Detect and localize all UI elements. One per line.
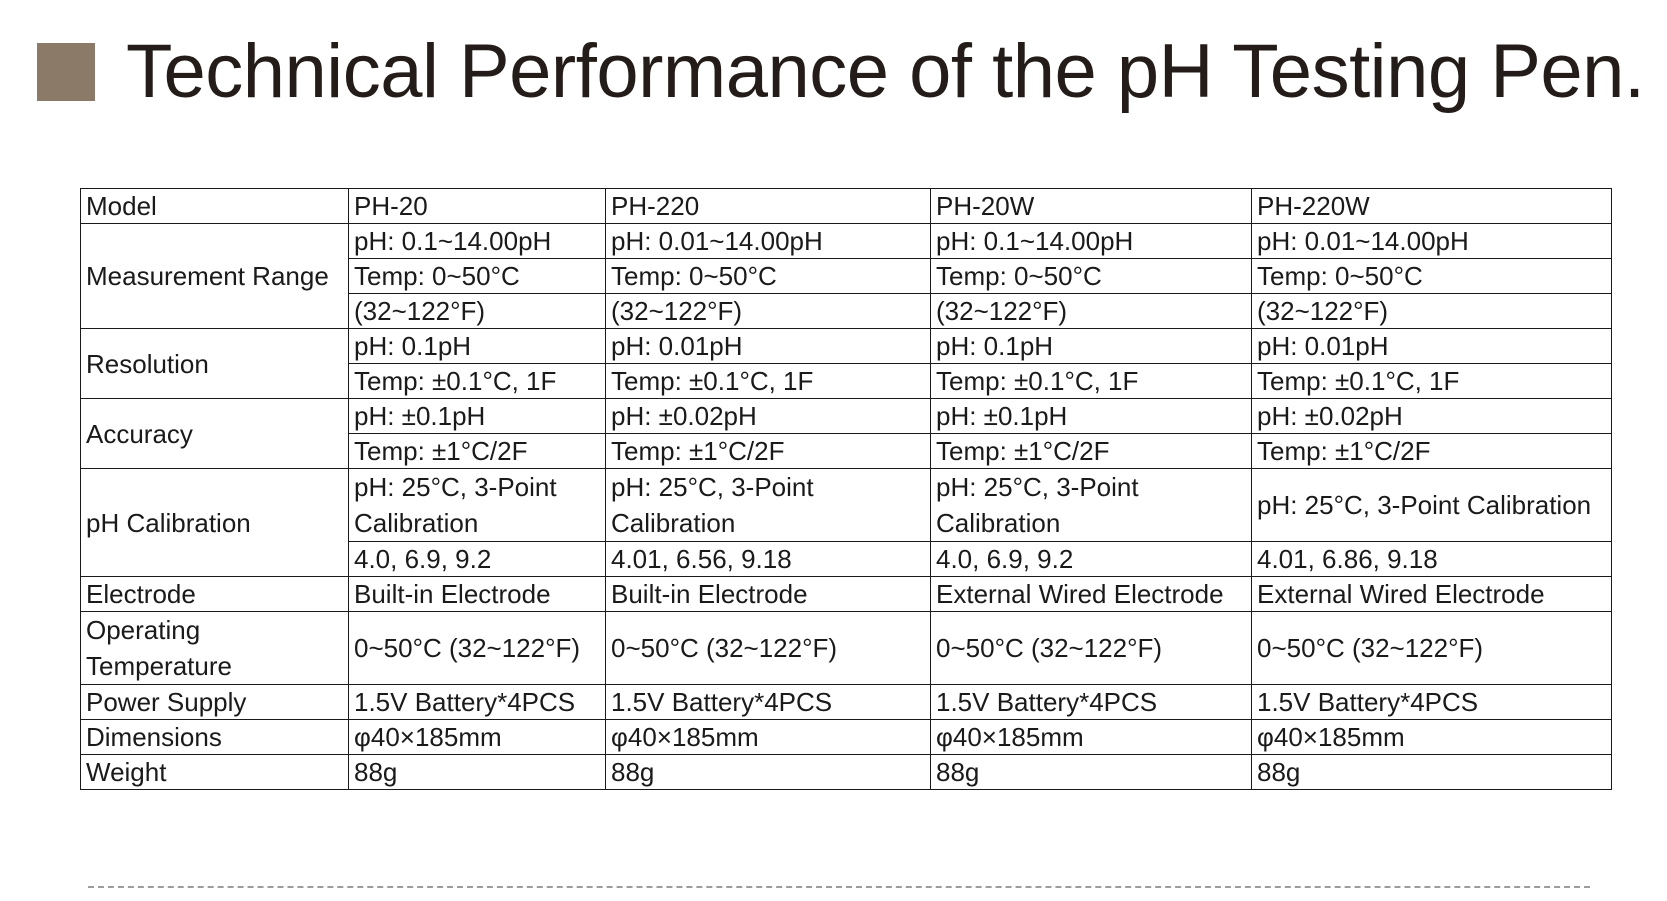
- table-cell: Temp: ±0.1°C, 1F: [349, 364, 606, 399]
- table-cell: pH: ±0.02pH: [1252, 399, 1612, 434]
- row-label-accuracy: Accuracy: [81, 399, 349, 469]
- row-label-power-supply: Power Supply: [81, 685, 349, 720]
- table-cell: 0~50°C (32~122°F): [1252, 612, 1612, 685]
- table-cell: Temp: ±1°C/2F: [349, 434, 606, 469]
- table-cell: pH: 25°C, 3-Point Calibration: [349, 469, 606, 542]
- table-row-accuracy-ph: [81, 399, 1612, 434]
- row-label-ph-calibration: pH Calibration: [81, 469, 349, 577]
- title-marker-square: [37, 43, 95, 101]
- table-cell: pH: 0.1pH: [349, 329, 606, 364]
- table-cell: pH: 0.01~14.00pH: [1252, 224, 1612, 259]
- table-cell: External Wired Electrode: [931, 577, 1252, 612]
- table-cell: 1.5V Battery*4PCS: [931, 685, 1252, 720]
- table-cell: Temp: 0~50°C: [1252, 259, 1612, 294]
- table-cell: φ40×185mm: [931, 720, 1252, 755]
- table-cell: Temp: ±1°C/2F: [931, 434, 1252, 469]
- table-cell: 1.5V Battery*4PCS: [349, 685, 606, 720]
- model-name: PH-20: [349, 189, 606, 224]
- row-label-operating-temperature: Operating Temperature: [81, 612, 349, 685]
- table-cell: 88g: [1252, 755, 1612, 790]
- table-cell: 1.5V Battery*4PCS: [606, 685, 931, 720]
- table-cell: pH: ±0.1pH: [349, 399, 606, 434]
- table-row-weight: [81, 755, 1612, 790]
- table-row-measurement-range-ph: [81, 224, 1612, 259]
- table-cell: pH: 25°C, 3-Point Calibration: [931, 469, 1252, 542]
- row-label-measurement-range: Measurement Range: [81, 224, 349, 329]
- table-cell: Temp: ±1°C/2F: [1252, 434, 1612, 469]
- table-cell: pH: 0.1~14.00pH: [931, 224, 1252, 259]
- table-cell: 0~50°C (32~122°F): [606, 612, 931, 685]
- table-cell: Temp: 0~50°C: [606, 259, 931, 294]
- table-cell: pH: 25°C, 3-Point Calibration: [606, 469, 931, 542]
- table-cell: Built-in Electrode: [349, 577, 606, 612]
- row-label-weight: Weight: [81, 755, 349, 790]
- table-cell: Temp: 0~50°C: [931, 259, 1252, 294]
- page-title: Technical Performance of the pH Testing Pen.: [126, 29, 1645, 114]
- table-cell: φ40×185mm: [349, 720, 606, 755]
- table-cell: 4.01, 6.86, 9.18: [1252, 542, 1612, 577]
- table-cell: 88g: [606, 755, 931, 790]
- table-cell: (32~122°F): [1252, 294, 1612, 329]
- table-cell: 0~50°C (32~122°F): [931, 612, 1252, 685]
- table-cell: 88g: [349, 755, 606, 790]
- table-cell: pH: 0.01pH: [1252, 329, 1612, 364]
- table-cell: Temp: 0~50°C: [349, 259, 606, 294]
- table-row-resolution-ph: [81, 329, 1612, 364]
- row-label-electrode: Electrode: [81, 577, 349, 612]
- table-cell: pH: 0.1~14.00pH: [349, 224, 606, 259]
- table-cell: pH: 25°C, 3-Point Calibration: [1252, 469, 1612, 542]
- table-row-model: [81, 189, 1612, 224]
- table-cell: External Wired Electrode: [1252, 577, 1612, 612]
- table-cell: 4.01, 6.56, 9.18: [606, 542, 931, 577]
- row-label-dimensions: Dimensions: [81, 720, 349, 755]
- table-cell: (32~122°F): [606, 294, 931, 329]
- table-cell: 4.0, 6.9, 9.2: [931, 542, 1252, 577]
- table-cell: Temp: ±0.1°C, 1F: [931, 364, 1252, 399]
- table-cell: pH: ±0.02pH: [606, 399, 931, 434]
- row-label-resolution: Resolution: [81, 329, 349, 399]
- model-name: PH-220W: [1252, 189, 1612, 224]
- table-cell: (32~122°F): [349, 294, 606, 329]
- table-cell: Built-in Electrode: [606, 577, 931, 612]
- table-cell: pH: 0.1pH: [931, 329, 1252, 364]
- table-row-electrode: [81, 577, 1612, 612]
- table-row-operating-temperature: [81, 612, 1612, 685]
- table-cell: 4.0, 6.9, 9.2: [349, 542, 606, 577]
- table-cell: 1.5V Battery*4PCS: [1252, 685, 1612, 720]
- spec-table: [80, 188, 1612, 790]
- table-cell: φ40×185mm: [606, 720, 931, 755]
- table-cell: pH: 0.01~14.00pH: [606, 224, 931, 259]
- footer-dashed-divider: [88, 886, 1590, 888]
- table-cell: 88g: [931, 755, 1252, 790]
- table-cell: pH: 0.01pH: [606, 329, 931, 364]
- table-cell: Temp: ±0.1°C, 1F: [1252, 364, 1612, 399]
- row-label-model: Model: [81, 189, 349, 224]
- table-cell: Temp: ±0.1°C, 1F: [606, 364, 931, 399]
- table-row-dimensions: [81, 720, 1612, 755]
- table-cell: Temp: ±1°C/2F: [606, 434, 931, 469]
- table-row-calibration-method: [81, 469, 1612, 542]
- table-cell: pH: ±0.1pH: [931, 399, 1252, 434]
- table-cell: 0~50°C (32~122°F): [349, 612, 606, 685]
- table-cell: φ40×185mm: [1252, 720, 1612, 755]
- table-cell: (32~122°F): [931, 294, 1252, 329]
- model-name: PH-20W: [931, 189, 1252, 224]
- model-name: PH-220: [606, 189, 931, 224]
- table-row-power-supply: [81, 685, 1612, 720]
